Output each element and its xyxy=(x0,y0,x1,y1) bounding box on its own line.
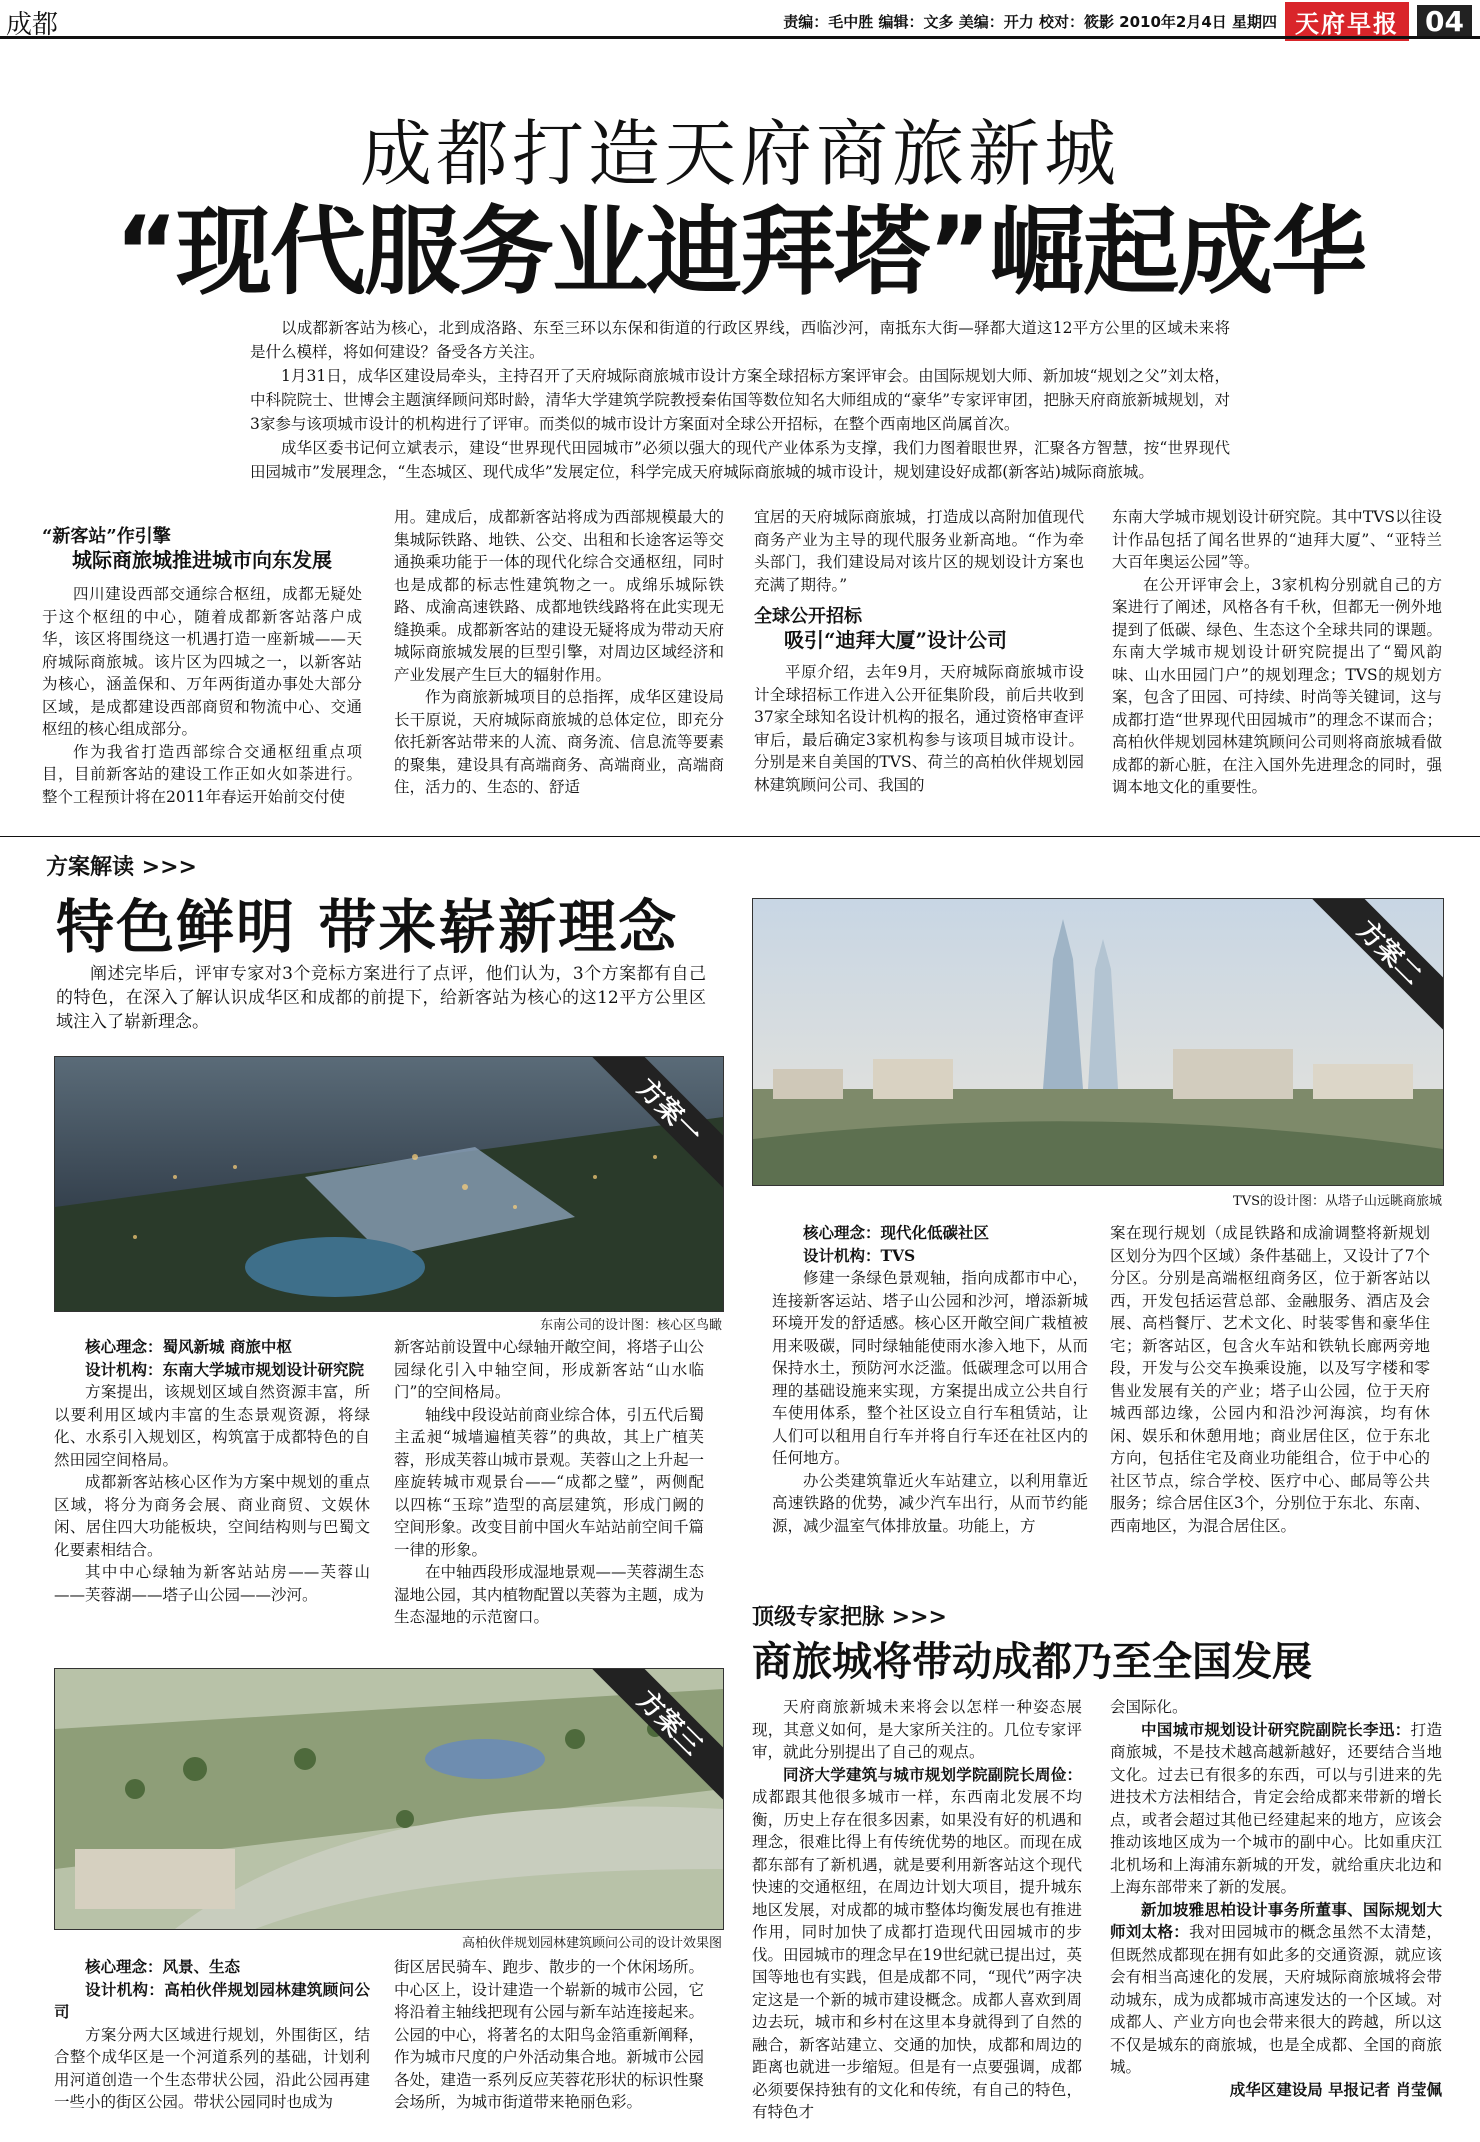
subhead-title: 吸引“迪拜大厦”设计公司 xyxy=(784,627,1008,652)
expert-quote: 打造商旅城，不是技术越高越新越好，还要结合当地文化。过去已有很多的东西，可以与引进来的先进技术方法相结合，肯定会给成都来带新的增长点，或者会超过其他已经建起来的地方，应该会推动该地区成为一个城市的副中心。比如重庆江北机场和上海浦东新城的开发，就给重庆北边和上海东部带来了新的发展。 xyxy=(1110,1720,1442,1896)
credits-line: 责编：毛中胜 编辑：文多 美编：开力 校对：筱影 2010年2月4日 星期四 xyxy=(783,13,1278,31)
subhead-kicker: 全球公开招标 xyxy=(754,606,862,627)
experts-column-a xyxy=(752,1696,1082,2124)
expert-name: 新加坡雅思柏设计事务所董事、国际规划大师刘太格： xyxy=(1110,1899,1442,1941)
lead-para: 成华区委书记何立斌表示，建设“世界现代田园城市”必须以强大的现代产业体系为支撑，我们力图着眼世界，汇聚各方智慧，按“世界现代田园城市”发展理念，“生态城区、现代成华”发展定位，科学完成天府城际商旅城的城市设计，规划建设好成都(新客站)城际商旅城。 xyxy=(250,439,1230,481)
headline-main: 成都打造天府商旅新城 xyxy=(359,112,1120,196)
experts-title: 商旅城将带动成都乃至全国发展 xyxy=(752,1639,1312,1685)
body-para: 在公开评审会上，3家机构分别就自己的方案进行了阐述，风格各有千秋，但都无一例外地提到了低碳、绿色、生态这个全球共同的课题。东南大学城市规划设计研究院提出了“蜀风韵味、山水田园门户”的规划理念；TVS的规划方案，包含了田园、可持续、时尚等关键词，这与成都打造“世界现代田园城市”的理念不谋而合；高柏伙伴规划园林建筑顾问公司则将商旅城看做成都的新心脏，在注入国外先进理念的同时，强调本地文化的重要性。 xyxy=(1112,575,1442,796)
subhead-kicker: “新客站”作引擎 xyxy=(42,526,171,547)
lead-para: 以成都新客站为核心，北到成洛路、东至三环以东保和街道的行政区界线，西临沙河，南抵东大街—驿都大道这12平方公里的区域未来将是什么模样，将如何建设？备受各方关注。 xyxy=(250,319,1230,361)
plan3-column-b xyxy=(394,1956,704,2114)
header-rule xyxy=(0,36,1480,39)
lead-para: 1月31日，成华区建设局牵头，主持召开了天府城际商旅城市设计方案全球招标方案评审会。由国际规划大师、新加坡“规划之父”刘太格，中科院院士、世博会主题演绎顾问郑时龄，清华大学建筑学院教授秦佑国等数位知名大师组成的“豪华”专家评审团，把脉天府商旅新城规划，对3家参与该项城市设计的机构进行了评审。而类似的城市设计方案面对全球公开招标，在整个西南地区尚属首次。 xyxy=(250,367,1230,433)
body-para: 在中轴西段形成湿地景观——芙蓉湖生态湿地公园，其内植物配置以芙蓉为主题，成为生态湿地的示范窗口。 xyxy=(394,1563,705,1626)
body-para: 街区居民骑车、跑步、散步的一个休闲场所。中心区上，设计建造一个崭新的城市公园，它将沿着主轴线把现有公园与新车站连接起来。公园的中心，将著名的太阳鸟金箔重新阐释，作为城市尺度的户外活动集合地。新城市公园各处，建造一系列反应芙蓉花形状的标识性聚会场所，为城市街道带来艳丽色彩。 xyxy=(394,1958,705,2111)
expert-name: 中国城市规划设计研究院副院长李迅： xyxy=(1141,1719,1411,1739)
section-divider xyxy=(0,836,1480,837)
plan-concept: 核心理念：风景、生态 xyxy=(85,1957,241,1976)
brand-logo: 天府早报 xyxy=(1285,2,1409,41)
expert-quote: 成都跟其他很多城市一样，东西南北发展不均衡，历史上存在很多因素，如果没有好的机遇和理念，很难比得上有传统优势的地区。而现在成都东部有了新机遇，就是要利用新客站这个现代快速的交通枢纽，在周边计划大项目，提升城东地区发展，对成都的城市整体均衡发展也有推进作用，同时加快了成都打造现代田园城市的步伐。田园城市的理念早在19世纪就已提出过，英国等地也有实践，但是成都不同，“现代”两字决定这是一个新的城市建设概念。成都人喜欢到周边去玩，城市和乡村在这里本身就得到了自然的融合，新客站建立、交通的加快，成都和周边的距离也就进一步缩短。但是有一点要强调，成都必须要保持独有的文化和传统，有自己的特色，有特色才 xyxy=(752,1788,1082,2121)
body-column-4 xyxy=(1112,506,1442,799)
experts-tag: 顶级专家把脉 >>> xyxy=(752,1605,947,1630)
body-para: 轴线中段设站前商业综合体，引五代后蜀主孟昶“城墙遍植芙蓉”的典故，其上广植芙蓉，形成芙蓉山城市景观。芙蓉山之上升起一座旋转城市观景台——“成都之璧”，两侧配以四栋“玉琮”造型的高层建筑，形成门阙的空间形象。改变目前中国火车站站前空间千篇一律的形象。 xyxy=(394,1405,705,1559)
byline: 成华区建设局 早报记者 肖莹佩 xyxy=(1229,2079,1442,2099)
page-number: 04 xyxy=(1417,5,1472,38)
section-title: 特色鲜明 带来崭新理念 xyxy=(56,893,679,961)
body-para: 修建一条绿色景观轴，指向成都市中心，连接新客运站、塔子山公园和沙河，增添新城环境开发的舒适感。核心区开敞空间广栽植被用来吸碳，同时绿轴能使雨水渗入地下，从而保持水土，预防河水泛滥。低碳理念可以用合理的基础设施来实现，方案提出成立公共自行车使用体系，整个社区设立自行车租赁站，让人们可以租用自行车并将自行车还在社区内的任何地方。 xyxy=(772,1269,1088,1467)
plan1-column-b xyxy=(394,1336,704,1629)
plan-org: 设计机构：高柏伙伴规划园林建筑顾问公司 xyxy=(54,1979,370,2021)
plan-concept: 核心理念：蜀风新城 商旅中枢 xyxy=(85,1337,292,1356)
body-para: 其中中心绿轴为新客站站房——芙蓉山——芙蓉湖——塔子山公园——沙河。 xyxy=(54,1563,370,1604)
expert-name: 同济大学建筑与城市规划学院副院长周俭： xyxy=(783,1764,1082,1784)
plan2-column-b xyxy=(1110,1222,1430,1537)
body-para: 平原介绍，去年9月，天府城际商旅城市设计全球招标工作进入公开征集阶段，前后共收到37家全球知名设计机构的报名，通过资格审查评审后，最后确定3家机构参与该项目城市设计。分别是来自美国的TVS、荷兰的高柏伙伴规划园林建筑顾问公司、我国的 xyxy=(754,663,1084,794)
plan3-badge: 方案三 xyxy=(587,1668,724,1805)
plan-concept: 核心理念：现代化低碳社区 xyxy=(803,1223,990,1242)
body-column-1 xyxy=(42,526,362,808)
body-column-3 xyxy=(754,506,1084,796)
body-para: 用。建成后，成都新客站将成为西部规模最大的集城际铁路、地铁、公交、出租和长途客运等交通换乘功能于一体的现代化综合交通枢纽，同时也是成都的标志性建筑物之一。成绵乐城际铁路、成渝高速铁路、成都地铁线路将在此实现无缝换乘。成都新客站的建设无疑将成为带动天府城际商旅城发展的巨型引擎，对周边区域经济和产业发展产生巨大的辐射作用。 xyxy=(394,508,724,684)
body-para: 宜居的天府城际商旅城，打造成以高附加值现代商务产业为主导的现代服务业新高地。“作为牵头部门，我们建设局对该片区的规划设计方案也充满了期待。” xyxy=(754,508,1084,594)
aerial-night-city-image xyxy=(55,1057,723,1311)
body-para: 东南大学城市规划设计研究院。其中TVS以往设计作品包括了闻名世界的“迪拜大厦”、“亚特兰大百年奥运公园”等。 xyxy=(1112,508,1442,571)
body-para: 方案提出，该规划区域自然资源丰富，所以要利用区域内丰富的生态景观资源，将绿化、水系引入规划区，构筑富于成都特色的自然田园空间格局。 xyxy=(54,1383,370,1469)
plan2-badge: 方案二 xyxy=(1307,898,1444,1035)
lead-paragraphs xyxy=(250,316,1230,484)
subhead-title: 城际商旅城推进城市向东发展 xyxy=(72,547,332,572)
plan1-rendering xyxy=(54,1056,724,1312)
plan2-caption: TVS的设计图：从塔子山远眺商旅城 xyxy=(1233,1194,1442,1209)
plan-org: 设计机构：TVS xyxy=(803,1245,916,1265)
plan3-caption: 高柏伙伴规划园林建筑顾问公司的设计效果图 xyxy=(461,1936,722,1951)
plan1-badge: 方案一 xyxy=(587,1056,724,1193)
body-para: 会国际化。 xyxy=(1110,1698,1188,1716)
plan-org: 设计机构：东南大学城市规划设计研究院 xyxy=(85,1359,365,1379)
body-para: 天府商旅新城未来将会以怎样一种姿态展现，其意义如何，是大家所关注的。几位专家评审，就此分别提出了自己的观点。 xyxy=(752,1698,1082,1761)
body-para: 作为我省打造西部综合交通枢纽重点项目，目前新客站的建设工作正如火如荼进行。整个工程预计将在2011年春运开始前交付使 xyxy=(42,742,362,806)
plan1-caption: 东南公司的设计图：核心区鸟瞰 xyxy=(539,1318,722,1333)
plan3-rendering xyxy=(54,1668,724,1930)
body-para: 作为商旅新城项目的总指挥，成华区建设局长干原说，天府城际商旅城的总体定位，即充分依托新客站带来的人流、商务流、信息流等要素的聚集，建设具有高端商务、高端商业，高端商住，活力的、生态的、舒适 xyxy=(394,688,724,796)
experts-column-b xyxy=(1110,1696,1442,2101)
park-aerial-image xyxy=(55,1669,723,1929)
plans-intro xyxy=(56,962,706,1034)
plan1-column-a xyxy=(54,1336,370,1606)
body-para: 新客站前设置中心绿轴开敞空间，将塔子山公园绿化引入中轴空间，形成新客站“山水临门”的空间格局。 xyxy=(394,1338,705,1401)
body-para: 四川建设西部交通综合枢纽，成都无疑处于这个枢纽的中心，随着成都新客站落户成华，该区将围绕这一机遇打造一座新城——天府城际商旅城。该片区为四城之一，以新客站为核心，涵盖保和、万年两街道办事处大部分区域，是成都建设西部商贸和物流中心、交通枢纽的核心组成部分。 xyxy=(42,585,362,738)
plan3-column-a xyxy=(54,1956,370,2114)
section-tag: 方案解读 >>> xyxy=(46,855,197,880)
body-column-2 xyxy=(394,506,724,799)
plan2-column-a xyxy=(772,1222,1088,1537)
body-para: 阐述完毕后，评审专家对3个竞标方案进行了点评，他们认为，3个方案都有自己的特色，在深入了解认识成华区和成都的前提下，给新客站为核心的这12平方公里区域注入了崭新理念。 xyxy=(56,964,706,1032)
expert-quote: 我对田园城市的概念虽然不太清楚，但既然成都现在拥有如此多的交通资源，就应该会有相当高速化的发展，天府城际商旅城将会带动城东，成为成都城市高速发达的一个区域。对成都人、产业方向也会带来很大的跨越，所以这不仅是城东的商旅城，也是全成都、全国的商旅城。 xyxy=(1110,1923,1442,2076)
body-para: 成都新客站核心区作为方案中规划的重点区域，将分为商务会展、商业商贸、文娱休闲、居住四大功能板块，空间结构则与巴蜀文化要素相结合。 xyxy=(54,1473,370,1559)
body-para: 办公类建筑靠近火车站建立，以利用靠近高速铁路的优势，减少汽车出行，从而节约能源，减少温室气体排放量。功能上，方 xyxy=(772,1471,1088,1535)
towers-skyline-image xyxy=(753,899,1443,1185)
headline-sub: “现代服务业迪拜塔”崛起成华 xyxy=(114,196,1366,308)
section-name: 成都 xyxy=(6,10,59,40)
plan2-rendering xyxy=(752,898,1444,1186)
body-para: 案在现行规划（成昆铁路和成渝调整将新规划区划分为四个区域）条件基础上，又设计了7个分区。分别是高端枢纽商务区，位于新客站以西，开发包括运营总部、金融服务、酒店及会展、高档餐厅、艺术文化、时装零售和豪华住宅；新客站区，包含火车站和铁轨长廊两旁地段，开发与公交车换乘设施，以及写字楼和零售业发展有关的产业；塔子山公园，位于天府城西部边缘，公园内和沿沙河海滨，均有休闲、娱乐和休憩用地；商业居住区，位于东北方向，包括住宅及商业功能组合，位于中心的社区节点，综合学校、医疗中心、邮局等公共服务；综合居住区3个，分别位于东北、东南、西南地区，为混合居住区。 xyxy=(1110,1224,1430,1535)
body-para: 方案分两大区域进行规划，外围街区，结合整个成华区是一个河道系列的基础，计划利用河道创造一个生态带状公园，沿此公园再建一些小的街区公园。带状公园同时也成为 xyxy=(54,2025,370,2111)
